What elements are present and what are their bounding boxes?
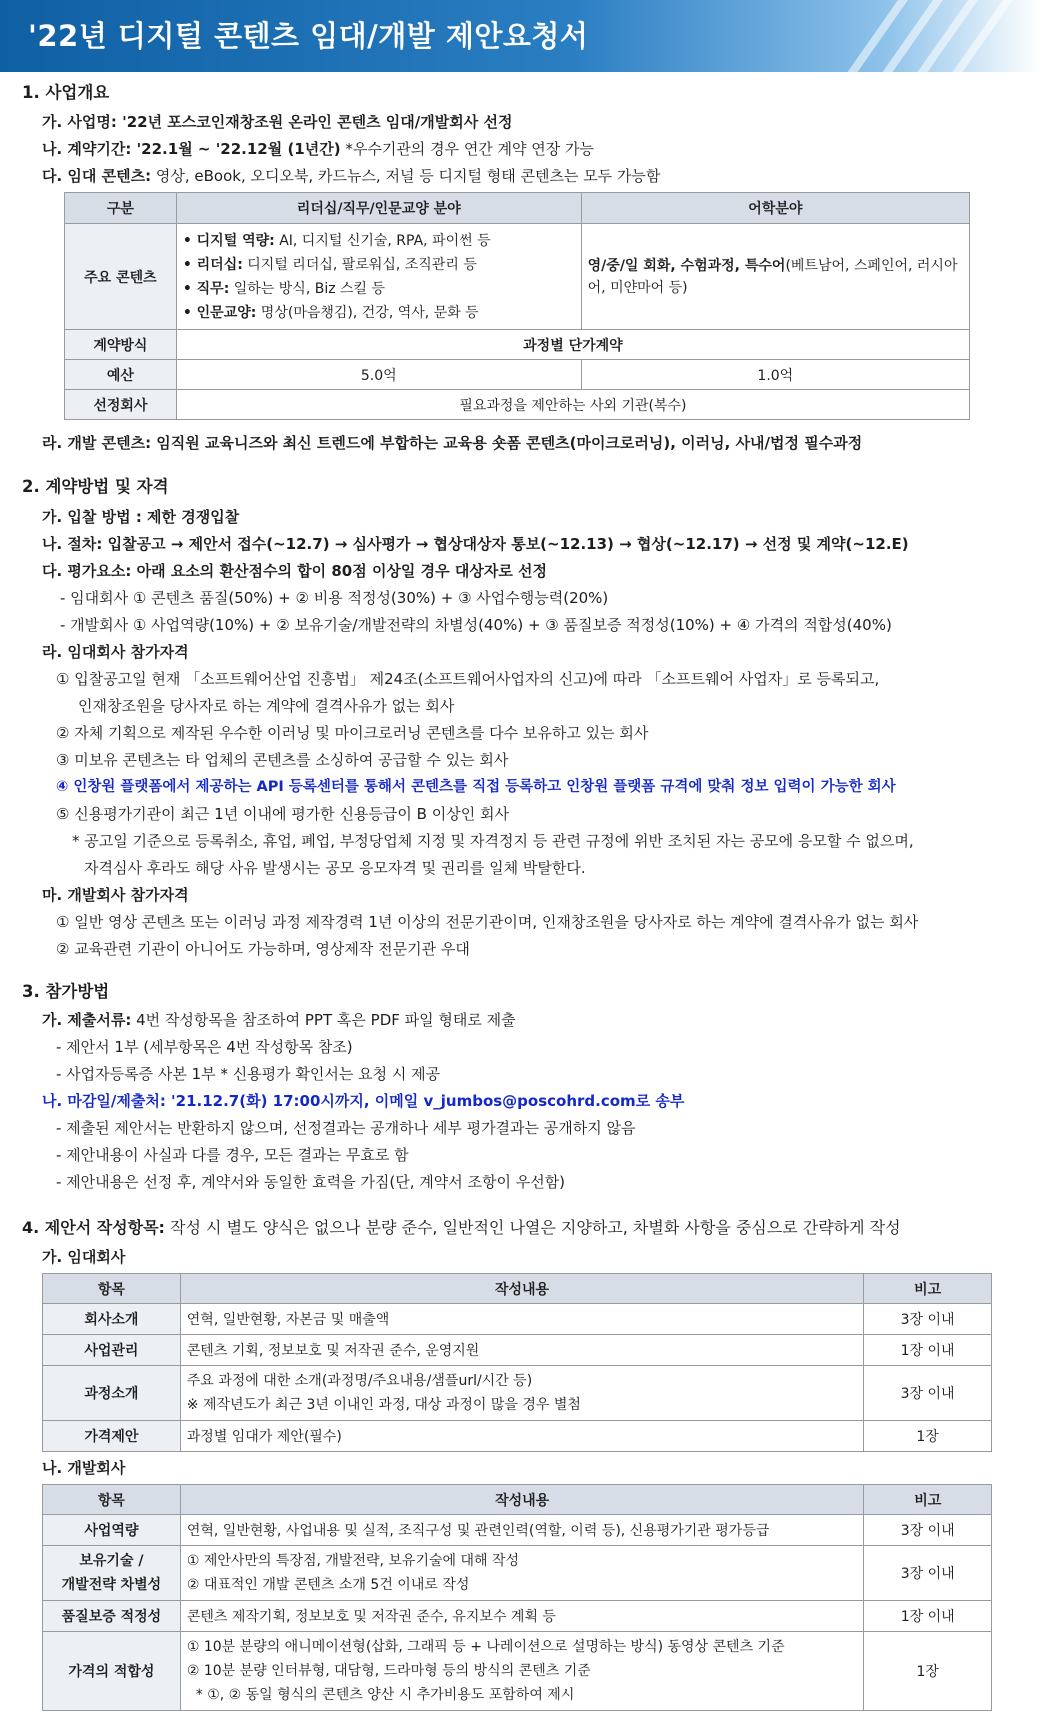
title-banner [0,0,1040,72]
s1-contract-period: 나. 계약기간: '22.1월 ~ '22.12월 (1년간) *우수기관의 경우 연간 계약 연장 가능 [42,140,595,158]
s2-dev-qualification: 마. 개발회사 참가자격 [42,886,189,904]
s4-dev-label: 나. 개발회사 [42,1459,126,1477]
contract-method-value: 과정별 단가계약 [176,330,969,360]
s2-qual-note: * 공고일 기준으로 등록취소, 휴업, 폐업, 부정당업체 지정 및 자격정지 등 관련 규정에 위반 조치된 자는 공모에 응모할 수 없으며, [72,832,914,850]
s1-project-name: 가. 사업명: '22년 포스코인재창조원 온라인 콘텐츠 임대/개발회사 선정 [42,113,513,131]
s1-rental-content: 다. 임대 콘텐츠: 영상, eBook, 오디오북, 카드뉴스, 저널 등 디지털 형태 콘텐츠는 모두 가능함 [42,167,661,185]
table-row: 가격제안 과정별 임대가 제안(필수) 1장 [43,1421,992,1452]
table-row: 사업역량 연혁, 일반현황, 사업내용 및 실적, 조직구성 및 관련인력(역할, 이력 등), 신용평가기관 평가등급 3장 이내 [43,1515,992,1546]
s2-qual-3: ③ 미보유 콘텐츠는 타 업체의 콘텐츠를 소싱하여 공급할 수 있는 회사 [56,751,509,769]
table-row: 회사소개 연혁, 일반현황, 자본금 및 매출액 3장 이내 [43,1304,992,1335]
s2-qual-2: ② 자체 기획으로 제작된 우수한 이러닝 및 마이크로러닝 콘텐츠를 다수 보유하고 있는 회사 [56,724,649,742]
page-title: '22년 디지털 콘텐츠 임대/개발 제안요청서 [28,19,589,53]
s1-dev-content: 라. 개발 콘텐츠: 임직원 교육니즈와 최신 트렌드에 부합하는 교육용 숏폼 콘텐츠(마이크로러닝), 이러닝, 사내/법정 필수과정 [42,434,863,452]
s4-rental-label: 가. 임대회사 [42,1248,126,1266]
table-row: 과정소개 주요 과정에 대한 소개(과정명/주요내용/샘플url/시간 등) ※ 제작년도가 최근 3년 이내인 과정, 대상 과정이 많을 경우 별첨 3장 이내 [43,1366,992,1421]
s2-procedure: 나. 절차: 입찰공고 → 제안서 접수(~12.7) → 심사평가 → 협상대상자 통보(~12.13) → 협상(~12.17) → 선정 및 계약(~12.E) [42,535,909,553]
s2-qual-1: ① 입찰공고일 현재 「소프트웨어산업 진흥법」 제24조(소프트웨어사업자의 신고)에 따라 「소프트웨어 사업자」로 등록되고, [56,670,880,688]
col-header: 작성내용 [180,1274,863,1304]
col-header: 구분 [65,193,177,224]
s3-note-2: - 제안내용이 사실과 다를 경우, 모든 결과는 무효로 함 [56,1146,409,1164]
selected-company-value: 필요과정을 제안하는 사외 기관(복수) [176,390,969,420]
s3-doc-1: - 제안서 1부 (세부항목은 4번 작성항목 참조) [56,1038,353,1056]
language-content: 영/중/일 회화, 수험과정, 특수어(베트남어, 스페인어, 러시아어, 미얀마어 등) [581,224,969,330]
row-label: 예산 [65,360,177,390]
col-header: 작성내용 [180,1485,864,1515]
budget-value: 1.0억 [581,360,969,390]
s3-note-1: - 제출된 제안서는 반환하지 않으며, 선정결과는 공개하나 세부 평가결과는 공개하지 않음 [56,1119,636,1137]
s3-doc-2: - 사업자등록증 사본 1부 * 신용평가 확인서는 요청 시 제공 [56,1065,441,1083]
rental-proposal-table [42,1273,992,1452]
s2-dev-qual-1: ① 일반 영상 콘텐츠 또는 이러닝 과정 제작경력 1년 이상의 전문기관이며, 인재창조원을 당사자로 하는 계약에 결격사유가 없는 회사 [56,913,919,931]
s2-qual-4: ④ 인창원 플랫폼에서 제공하는 API 등록센터를 통해서 콘텐츠를 직접 등록하고 인창원 플랫폼 규격에 맞춰 정보 입력이 가능한 회사 [56,779,896,795]
row-label: 계약방식 [65,330,177,360]
section-1-heading: 1. 사업개요 [22,83,110,102]
content-overview-table [64,192,970,420]
s2-qual-1b: 인재창조원을 당사자로 하는 계약에 결격사유가 없는 회사 [78,697,455,715]
dev-proposal-table [42,1484,992,1711]
s2-qual-note-2: 자격심사 후라도 해당 사유 발생시는 공모 응모자격 및 권리를 일체 박탈한다. [84,859,586,877]
section-2-heading: 2. 계약방법 및 자격 [22,477,169,496]
s2-dev-qual-2: ② 교육관련 기관이 아니어도 가능하며, 영상제작 전문기관 우대 [56,940,470,958]
col-header: 리더십/직무/인문교양 분야 [176,193,581,224]
col-header: 어학분야 [581,193,969,224]
col-header: 항목 [43,1485,181,1515]
s2-bid-method: 가. 입찰 방법 : 제한 경쟁입찰 [42,508,240,526]
section-4-heading: 4. 제안서 작성항목: 작성 시 별도 양식은 없으나 분량 준수, 일반적인 나열은 지양하고, 차별화 사항을 중심으로 간략하게 작성 [22,1218,901,1237]
main-content-list: • 디지털 역량: AI, 디지털 신기술, RPA, 파이썬 등 • 리더십: 디지털 리더십, 팔로워십, 조직관리 등 • 직무: 일하는 방식, Biz 스킬 등 • 인문교양: 명상(마음챙김), 건강, 역사, 문화 등 [176,224,581,330]
s3-deadline: 나. 마감일/제출처: '21.12.7(화) 17:00시까지, 이메일 v_jumbos@poscohrd.com로 송부 [42,1092,685,1110]
s2-eval-dev: - 개발회사 ① 사업역량(10%) + ② 보유기술/개발전략의 차별성(40%) + ③ 품질보증 적정성(10%) + ④ 가격의 적합성(40%) [60,616,892,634]
s2-eval-rental: - 임대회사 ① 콘텐츠 품질(50%) + ② 비용 적정성(30%) + ③ 사업수행능력(20%) [60,589,609,607]
table-row: 사업관리 콘텐츠 기획, 정보보호 및 저작권 준수, 운영지원 1장 이내 [43,1335,992,1366]
table-row: 보유기술 / 개발전략 차별성 ① 제안사만의 특장점, 개발전략, 보유기술에 대해 작성 ② 대표적인 개발 콘텐츠 소개 5건 이내로 작성 3장 이내 [43,1546,992,1601]
table-row: 가격의 적합성 ① 10분 분량의 애니메이션형(삽화, 그래픽 등 + 나레이션으로 설명하는 방식) 동영상 콘텐츠 기준 ② 10분 분량 인터뷰형, 대담형, 드라마형 등의 방식의 콘텐츠 기준 * ①, ② 동일 형식의 콘텐츠 양산 시 추가비용도 포함하여 제시 1장 [43,1632,992,1711]
col-header: 항목 [43,1274,181,1304]
section-3-heading: 3. 참가방법 [22,982,110,1001]
col-header: 비고 [864,1274,992,1304]
col-header: 비고 [864,1485,992,1515]
row-label: 주요 콘텐츠 [65,224,177,330]
s3-note-3: - 제안내용은 선정 후, 계약서와 동일한 효력을 가짐(단, 계약서 조항이 우선함) [56,1173,566,1191]
s2-evaluation: 다. 평가요소: 아래 요소의 환산점수의 합이 80점 이상일 경우 대상자로 선정 [42,562,548,580]
s2-qual-5: ⑤ 신용평가기관이 최근 1년 이내에 평가한 신용등급이 B 이상인 회사 [56,805,509,823]
s2-rental-qualification: 라. 임대회사 참가자격 [42,643,189,661]
table-row: 품질보증 적정성 콘텐츠 제작기획, 정보보호 및 저작권 준수, 유지보수 계획 등 1장 이내 [43,1601,992,1632]
budget-value: 5.0억 [176,360,581,390]
row-label: 선정회사 [65,390,177,420]
s3-documents: 가. 제출서류: 4번 작성항목을 참조하여 PPT 혹은 PDF 파일 형태로 제출 [42,1011,516,1029]
